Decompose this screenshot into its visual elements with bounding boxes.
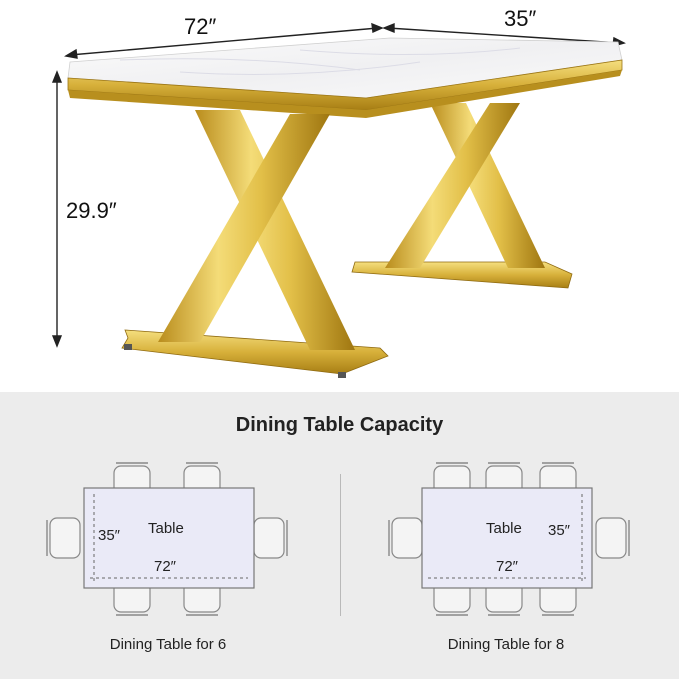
caption-for-8: Dining Table for 8: [447, 636, 565, 653]
front-leg: [122, 110, 388, 378]
seating-plan-8: [386, 460, 636, 620]
capacity-title: Dining Table Capacity: [235, 414, 444, 436]
table-label: Table: [486, 520, 522, 537]
tabletop: [68, 38, 622, 118]
width-label: 35″: [504, 6, 537, 31]
chair-right: [254, 518, 284, 558]
seating-plan-6: [44, 460, 294, 620]
chair-left: [50, 518, 80, 558]
table-width-label: 35″: [98, 527, 120, 544]
layout-for-8: [386, 460, 636, 620]
capacity-panel: [0, 392, 679, 679]
table-length-label: 72″: [154, 558, 176, 575]
length-label: 72″: [184, 14, 217, 39]
back-leg: [352, 103, 572, 288]
chair-right: [596, 518, 626, 558]
height-label: 29.9″: [66, 198, 117, 223]
caption-for-6: Dining Table for 6: [109, 636, 227, 653]
table-label: Table: [148, 520, 184, 537]
table-length-label: 72″: [496, 558, 518, 575]
panel-divider: [340, 474, 341, 616]
table-width-label: 35″: [548, 522, 570, 539]
chair-left: [392, 518, 422, 558]
layout-for-6: [44, 460, 294, 620]
